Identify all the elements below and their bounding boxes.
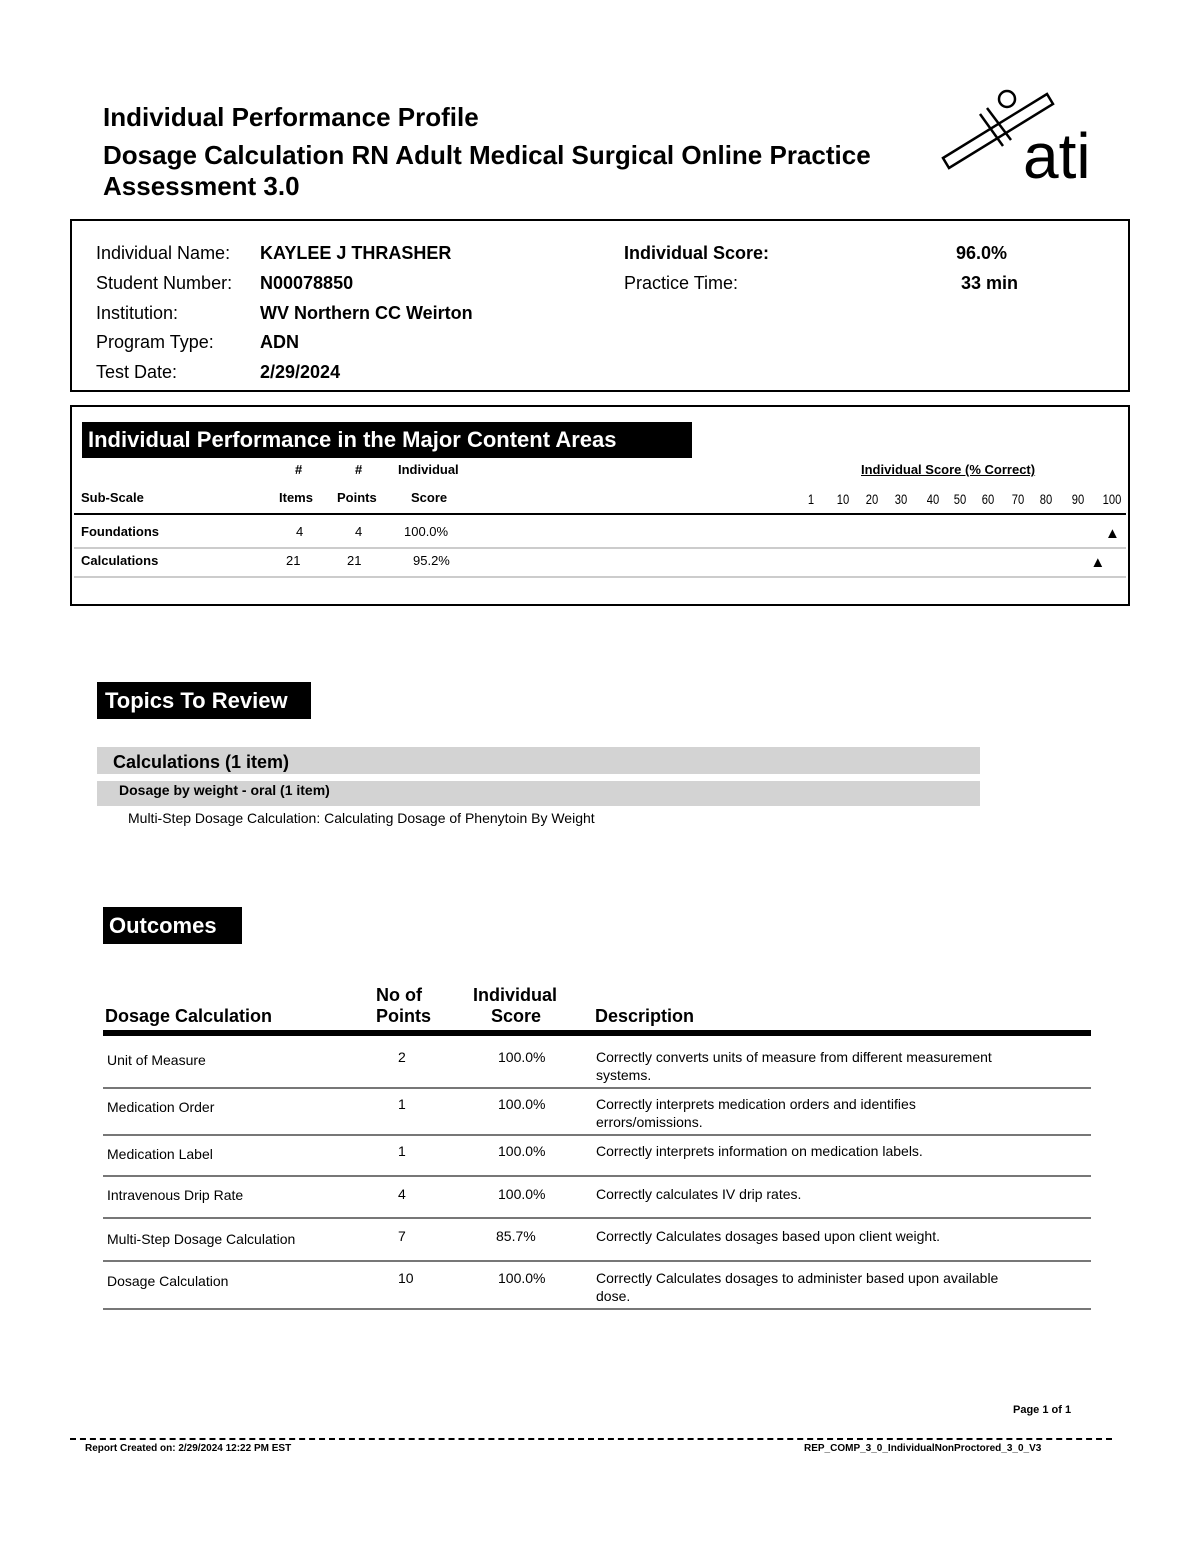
scale-tick: 90 (1071, 491, 1085, 507)
outcome-rule (103, 1217, 1091, 1219)
topics-title: Topics To Review (97, 682, 311, 719)
logo-text: ati (1023, 120, 1091, 186)
outcome-name: Unit of Measure (107, 1052, 206, 1068)
student-number-value: N00078850 (260, 273, 354, 293)
outcome-points: 1 (398, 1096, 406, 1112)
subscale-items: 21 (286, 553, 301, 568)
outcome-score-header-2: Score (491, 1006, 542, 1026)
topic-category: Calculations (1 item) (97, 747, 980, 774)
scale-tick: 30 (894, 491, 908, 507)
outcomes-title: Outcomes (103, 907, 242, 944)
outcome-description-cont: errors/omissions. (596, 1114, 703, 1130)
outcome-score: 100.0% (498, 1186, 546, 1202)
individual-score-label: Individual Score: (624, 243, 770, 263)
institution-value: WV Northern CC Weirton (260, 303, 473, 323)
subscale-points: 21 (347, 553, 362, 568)
student-info-panel (70, 219, 1130, 392)
outcome-name: Medication Label (107, 1146, 213, 1162)
scale-tick: 60 (981, 491, 995, 507)
points-header-top: # (355, 462, 363, 477)
score-marker-calculations: ▲ (1090, 554, 1106, 571)
scale-tick: 40 (926, 491, 940, 507)
practice-time-label: Practice Time: (624, 273, 739, 293)
row-rule (74, 547, 1126, 549)
content-areas-panel (70, 405, 1130, 606)
report-title: Individual Performance Profile (103, 102, 479, 132)
outcome-points: 10 (398, 1270, 414, 1286)
row-rule (74, 576, 1126, 578)
scale-tick: 70 (1011, 491, 1025, 507)
outcome-score: 100.0% (498, 1270, 546, 1286)
points-header: Points (337, 490, 377, 505)
outcome-score-header-1: Individual (473, 985, 558, 1005)
scale-title: Individual Score (% Correct) (861, 462, 1036, 477)
ati-logo (935, 86, 1110, 186)
program-type-value: ADN (260, 332, 299, 352)
scale-tick: 1 (807, 491, 815, 507)
subscale-score: 100.0% (404, 524, 449, 539)
outcome-name: Multi-Step Dosage Calculation (107, 1231, 296, 1247)
scale-tick: 100 (1102, 491, 1122, 507)
program-type-label: Program Type: (96, 332, 214, 352)
test-date-label: Test Date: (96, 362, 178, 382)
scale-tick: 10 (836, 491, 850, 507)
outcome-name: Dosage Calculation (107, 1273, 229, 1289)
subscale-header: Sub-Scale (81, 490, 144, 505)
outcome-score: 100.0% (498, 1049, 546, 1065)
subscale-points: 4 (355, 524, 363, 539)
outcome-name: Intravenous Drip Rate (107, 1187, 244, 1203)
outcome-points: 1 (398, 1143, 406, 1159)
name-value: KAYLEE J THRASHER (260, 243, 452, 263)
outcome-description-header: Description (595, 1006, 695, 1026)
scale-tick: 80 (1039, 491, 1053, 507)
items-header-top: # (295, 462, 303, 477)
outcome-description-cont: systems. (596, 1067, 652, 1083)
outcome-score: 100.0% (498, 1143, 546, 1159)
topic-item: Multi-Step Dosage Calculation: Calculating Dosage of Phenytoin By Weight (128, 810, 595, 826)
page-number: Page 1 of 1 (1013, 1404, 1072, 1416)
subscale-score: 95.2% (413, 553, 450, 568)
outcome-description-cont: dose. (596, 1288, 631, 1304)
scale-tick: 20 (865, 491, 879, 507)
outcome-name-header: Dosage Calculation (105, 1006, 273, 1026)
report-id: REP_COMP_3_0_IndividualNonProctored_3_0_V3 (804, 1443, 1042, 1454)
scale-tick: 50 (953, 491, 967, 507)
header-rule (74, 513, 1126, 515)
items-header: Items (279, 490, 313, 505)
score-marker-foundations: ▲ (1105, 525, 1120, 542)
outcome-points: 7 (398, 1228, 406, 1244)
subscale-items: 4 (296, 524, 304, 539)
score-header: Score (411, 490, 448, 505)
outcome-score: 85.7% (496, 1228, 536, 1244)
student-number-label: Student Number: (96, 273, 233, 293)
outcome-rule (103, 1134, 1091, 1136)
outcome-score: 100.0% (498, 1096, 546, 1112)
outcome-description: Correctly calculates IV drip rates. (596, 1186, 802, 1202)
test-date-value: 2/29/2024 (260, 362, 341, 382)
subscale-name: Calculations (81, 553, 159, 568)
topic-subcategory: Dosage by weight - oral (1 item) (97, 781, 980, 806)
outcome-points-header-2: Points (376, 1006, 432, 1026)
name-label: Individual Name: (96, 243, 231, 263)
outcome-description: Correctly interprets medication orders and identifies (596, 1096, 916, 1112)
outcome-name: Medication Order (107, 1099, 215, 1115)
outcome-description: Correctly interprets information on medication labels. (596, 1143, 923, 1159)
practice-time-value: 33 min (961, 273, 1019, 293)
outcome-description: Correctly Calculates dosages to administer based upon available (596, 1270, 999, 1286)
assessment-title: Dosage Calculation RN Adult Medical Surgical Online Practice Assessment 3.0 (103, 140, 871, 201)
outcome-description: Correctly Calculates dosages based upon client weight. (596, 1228, 940, 1244)
report-created: Report Created on: 2/29/2024 12:22 PM EST (85, 1443, 292, 1454)
institution-label: Institution: (96, 303, 179, 323)
outcome-rule (103, 1087, 1091, 1089)
outcome-rule (103, 1175, 1091, 1177)
score-header-top: Individual (398, 462, 459, 477)
outcome-points: 4 (398, 1186, 406, 1202)
outcome-rule (103, 1260, 1091, 1262)
outcome-points-header-1: No of (376, 985, 422, 1005)
outcome-points: 2 (398, 1049, 406, 1065)
outcome-rule (103, 1308, 1091, 1310)
outcome-description: Correctly converts units of measure from different measurement (596, 1049, 992, 1065)
outcomes-header-rule (103, 1030, 1091, 1036)
content-areas-title: Individual Performance in the Major Content Areas (82, 422, 692, 458)
footer-divider (70, 1438, 1112, 1440)
individual-score-value: 96.0% (956, 243, 1008, 263)
subscale-name: Foundations (81, 524, 159, 539)
